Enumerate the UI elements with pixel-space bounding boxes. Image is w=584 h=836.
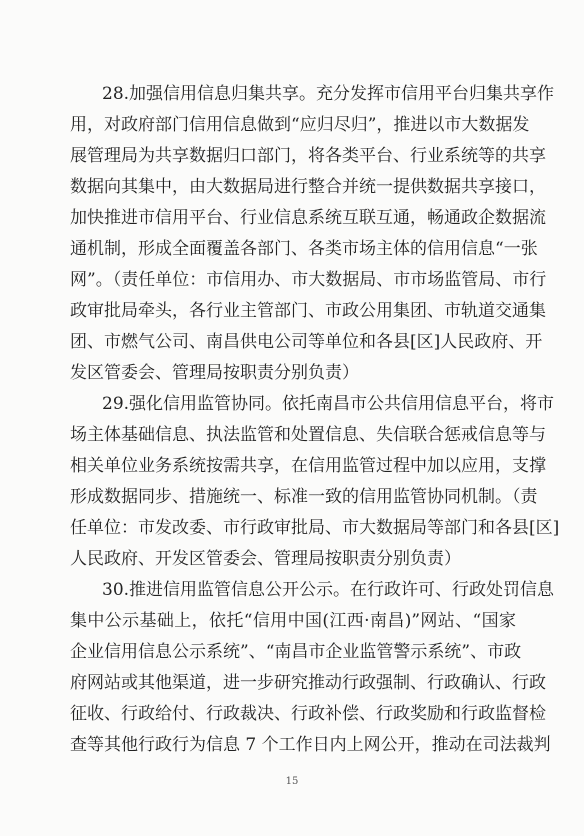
paragraph-28-line-3: 展管理局为共享数据归口部门，将各类平台、行业系统等的共享 [70,146,546,166]
page-number: 15 [285,776,299,787]
paragraph-29-line-3: 相关单位业务系统按需共享，在信用监管过程中加以应用，支撑 [70,456,546,476]
paragraph-28-line-7: 网”。（责任单位：市信用办、市大数据局、市市场监管局、市行 [70,270,547,290]
paragraph-28-line-2: 用，对政府部门信用信息做到“应归尽归”，推进以市大数据发 [70,115,530,135]
paragraph-30-line-6: 查等其他行政行为信息 7 个工作日内上网公开，推动在司法裁判 [70,735,551,755]
paragraph-28-line-10: 发区管委会、管理局按职责分别负责） [70,363,359,383]
paragraph-28-line-9: 团、市燃气公司、南昌供电公司等单位和各县[区]人民政府、开 [70,332,543,352]
paragraph-30-line-2: 集中公示基础上，依托“信用中国(江西·南昌)”网站、“国家 [70,611,516,631]
paragraph-28-line-4: 数据向其集中，由大数据局进行整合并统一提供数据共享接口， [70,177,546,197]
paragraph-30-line-3: 企业信用信息公示系统”、“南昌市企业监管警示系统”、市政 [70,642,522,662]
paragraph-29-line-1: 29.强化信用监管协同。依托南昌市公共信用信息平台，将市 [102,394,555,414]
paragraph-29-line-4: 形成数据同步、措施统一、标准一致的信用监管协同机制。（责 [70,487,538,507]
paragraph-29-line-2: 场主体基础信息、执法监管和处置信息、失信联合惩戒信息等与 [70,425,546,445]
paragraph-28-line-8: 政审批局牵头，各行业主管部门、市政公用集团、市轨道交通集 [70,301,546,321]
paragraph-28-line-5: 加快推进市信用平台、行业信息系统互联互通，畅通政企数据流 [70,208,546,228]
paragraph-29-line-5: 任单位：市发改委、市行政审批局、市大数据局等部门和各县[区] [70,518,560,538]
paragraph-29-line-6: 人民政府、开发区管委会、管理局按职责分别负责） [70,549,461,569]
paragraph-30-line-5: 征收、行政给付、行政裁决、行政补偿、行政奖励和行政监督检 [70,704,546,724]
paragraph-28-line-1: 28.加强信用信息归集共享。充分发挥市信用平台归集共享作 [102,84,555,104]
paragraph-30-line-1: 30.推进信用监管信息公开公示。在行政许可、行政处罚信息 [102,580,555,600]
paragraph-28-line-6: 通机制，形成全面覆盖各部门、各类市场主体的信用信息“一张 [70,239,538,259]
paragraph-30-line-4: 府网站或其他渠道，进一步研究推动行政强制、行政确认、行政 [70,673,546,693]
